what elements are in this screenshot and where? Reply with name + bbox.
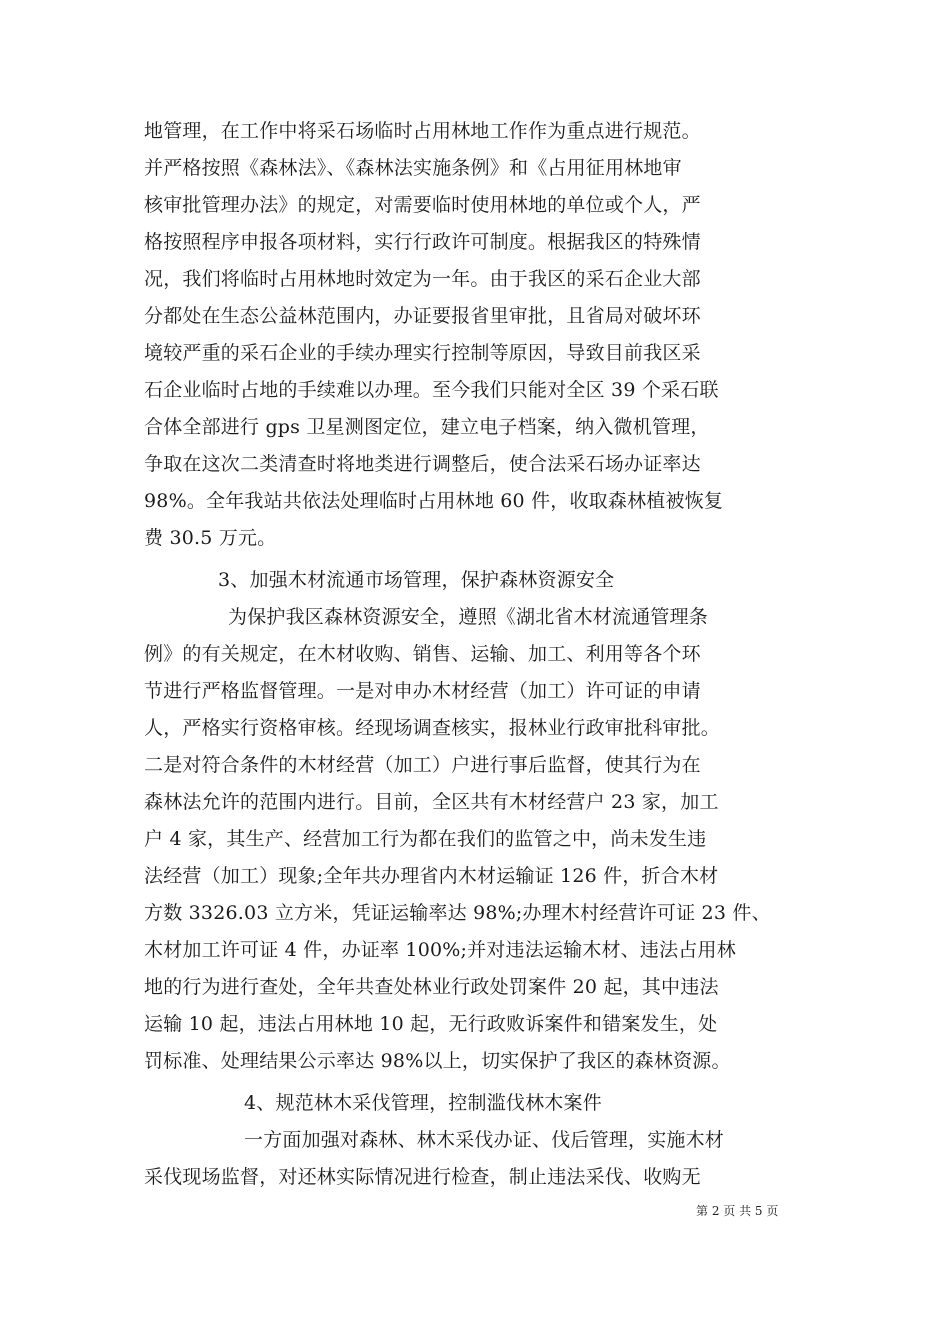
body-line: 节进行严格监督管理。一是对申办木材经营（加工）许可证的申请	[144, 680, 701, 702]
body-line: 境较严重的采石企业的手续办理实行控制等原因，导致目前我区采	[144, 342, 701, 364]
page-number: 第 2 页 共 5 页	[696, 1204, 779, 1218]
paragraph-first-line: 为保护我区森林资源安全，遵照《湖北省木材流通管理条	[228, 606, 709, 628]
body-line: 方数 3326.03 立方米，凭证运输率达 98%;办理木村经营许可证 23 件、	[144, 902, 771, 924]
body-line: 地的行为进行查处，全年共查处林业行政处罚案件 20 起，其中违法	[144, 976, 719, 998]
body-line: 石企业临时占地的手续难以办理。至今我们只能对全区 39 个采石联	[144, 379, 719, 401]
body-line: 罚标准、处理结果公示率达 98%以上，切实保护了我区的森林资源。	[144, 1050, 731, 1072]
body-line: 分都处在生态公益林范围内，办证要报省里审批，且省局对破坏环	[144, 305, 701, 327]
body-line: 例》的有关规定，在木材收购、销售、运输、加工、利用等各个环	[144, 643, 701, 665]
body-line: 费 30.5 万元。	[144, 527, 277, 549]
paragraph-first-line: 一方面加强对森林、林木采伐办证、伐后管理，实施木材	[244, 1129, 725, 1151]
body-line: 森林法允许的范围内进行。目前，全区共有木材经营户 23 家，加工	[144, 791, 719, 813]
body-line: 地管理，在工作中将采石场临时占用林地工作作为重点进行规范。	[144, 120, 701, 142]
body-line: 格按照程序申报各项材料，实行行政许可制度。根据我区的特殊情	[144, 231, 701, 253]
body-line: 核审批管理办法》的规定，对需要临时使用林地的单位或个人，严	[144, 194, 701, 216]
body-line: 木材加工许可证 4 件，办证率 100%;并对违法运输木材、违法占用林	[144, 939, 736, 961]
body-line: 采伐现场监督，对还林实际情况进行检查，制止违法采伐、收购无	[144, 1166, 701, 1188]
body-line: 户 4 家，其生产、经营加工行为都在我们的监管之中，尚未发生违	[144, 828, 707, 850]
body-line: 人，严格实行资格审核。经现场调查核实，报林业行政审批科审批。	[144, 717, 721, 739]
body-line: 并严格按照《森林法》、《森林法实施条例》和《占用征用林地审	[144, 157, 682, 179]
body-line: 98%。全年我站共依法处理临时占用林地 60 件，收取森林植被恢复	[144, 490, 724, 512]
body-line: 合体全部进行 gps 卫星测图定位，建立电子档案，纳入微机管理，	[144, 416, 710, 438]
body-line: 运输 10 起，违法占用林地 10 起，无行政败诉案件和错案发生，处	[144, 1013, 718, 1035]
body-line: 争取在这次二类清查时将地类进行调整后，使合法采石场办证率达	[144, 453, 701, 475]
section-heading: 3、加强木材流通市场管理，保护森林资源安全	[218, 569, 615, 591]
body-line: 二是对符合条件的木材经营（加工）户进行事后监督，使其行为在	[144, 754, 701, 776]
section-heading: 4、规范林木采伐管理，控制滥伐林木案件	[244, 1092, 602, 1114]
body-line: 法经营（加工）现象;全年共办理省内木材运输证 126 件，折合木材	[144, 865, 719, 887]
body-line: 况，我们将临时占用林地时效定为一年。由于我区的采石企业大部	[144, 268, 701, 290]
